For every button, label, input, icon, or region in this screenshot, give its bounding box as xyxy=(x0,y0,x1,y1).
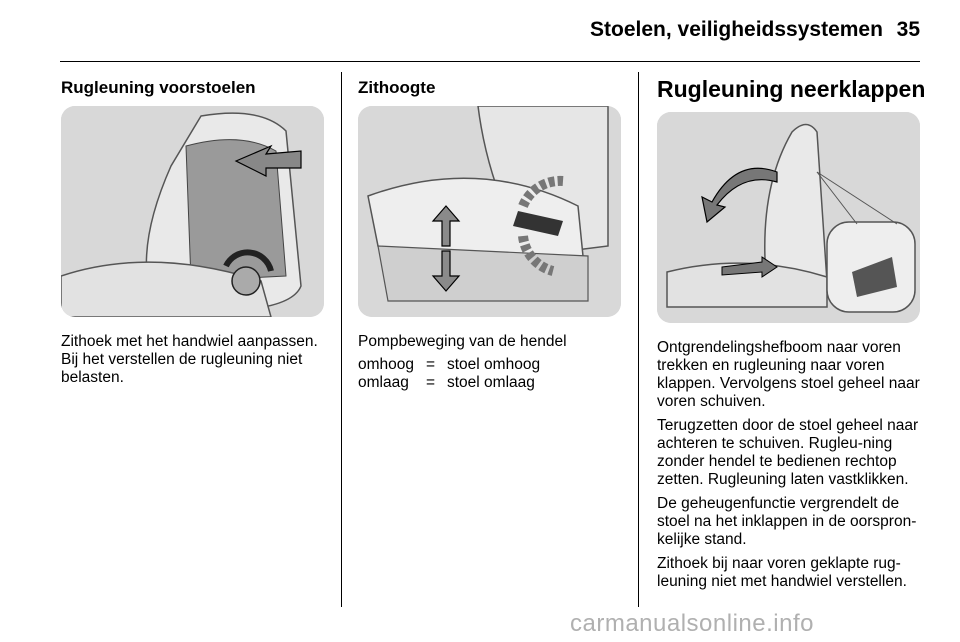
header-rule xyxy=(60,61,920,62)
definition-value: stoel omhoog xyxy=(447,356,541,373)
seat-height-description: Pompbeweging van de hendel xyxy=(358,333,567,350)
paragraph: De geheugenfunctie vergrendelt de stoel na het inklappen in de oorspron-kelijke stand. xyxy=(657,495,917,548)
page-number: 35 xyxy=(896,18,920,41)
seat-height-adjustment-illustration xyxy=(358,106,621,317)
section-heading-seat-height: Zithoogte xyxy=(358,78,436,97)
section-heading-backrest: Rugleuning voorstoelen xyxy=(61,78,256,97)
seat-backrest-adjustment-illustration xyxy=(61,106,324,317)
paragraph: Ontgrendelingshefboom naar voren trekken en rugleuning naar voren klappen. Vervolgens stoel geheel naar voren schuiven. xyxy=(657,339,920,410)
definition-key: omhoog xyxy=(358,356,415,373)
column-divider xyxy=(638,72,639,607)
backrest-description: Zithoek met het handwiel aanpassen. Bij het verstellen de rugleuning niet belasten. xyxy=(61,333,318,386)
definition-separator: = xyxy=(426,356,436,373)
fold-backrest-description xyxy=(657,339,925,597)
watermark: carmanualsonline.info xyxy=(570,610,814,637)
column-divider xyxy=(341,72,342,607)
page-header-title: Stoelen, veiligheidssystemen xyxy=(590,18,883,41)
seat-fold-forward-illustration xyxy=(657,112,920,323)
definition-separator: = xyxy=(426,374,436,391)
paragraph: Zithoek bij naar voren geklapte rug-leuning niet met handwiel verstellen. xyxy=(657,555,907,590)
definition-value: stoel omlaag xyxy=(447,374,535,391)
definition-key: omlaag xyxy=(358,374,409,391)
paragraph: Terugzetten door de stoel geheel naar achteren te schuiven. Rugleu-ning zonder hendel te bedienen rechtop zetten. Rugleuning laten vastklikken. xyxy=(657,417,919,488)
section-heading-fold-backrest: Rugleuning neerklappen xyxy=(657,76,926,102)
